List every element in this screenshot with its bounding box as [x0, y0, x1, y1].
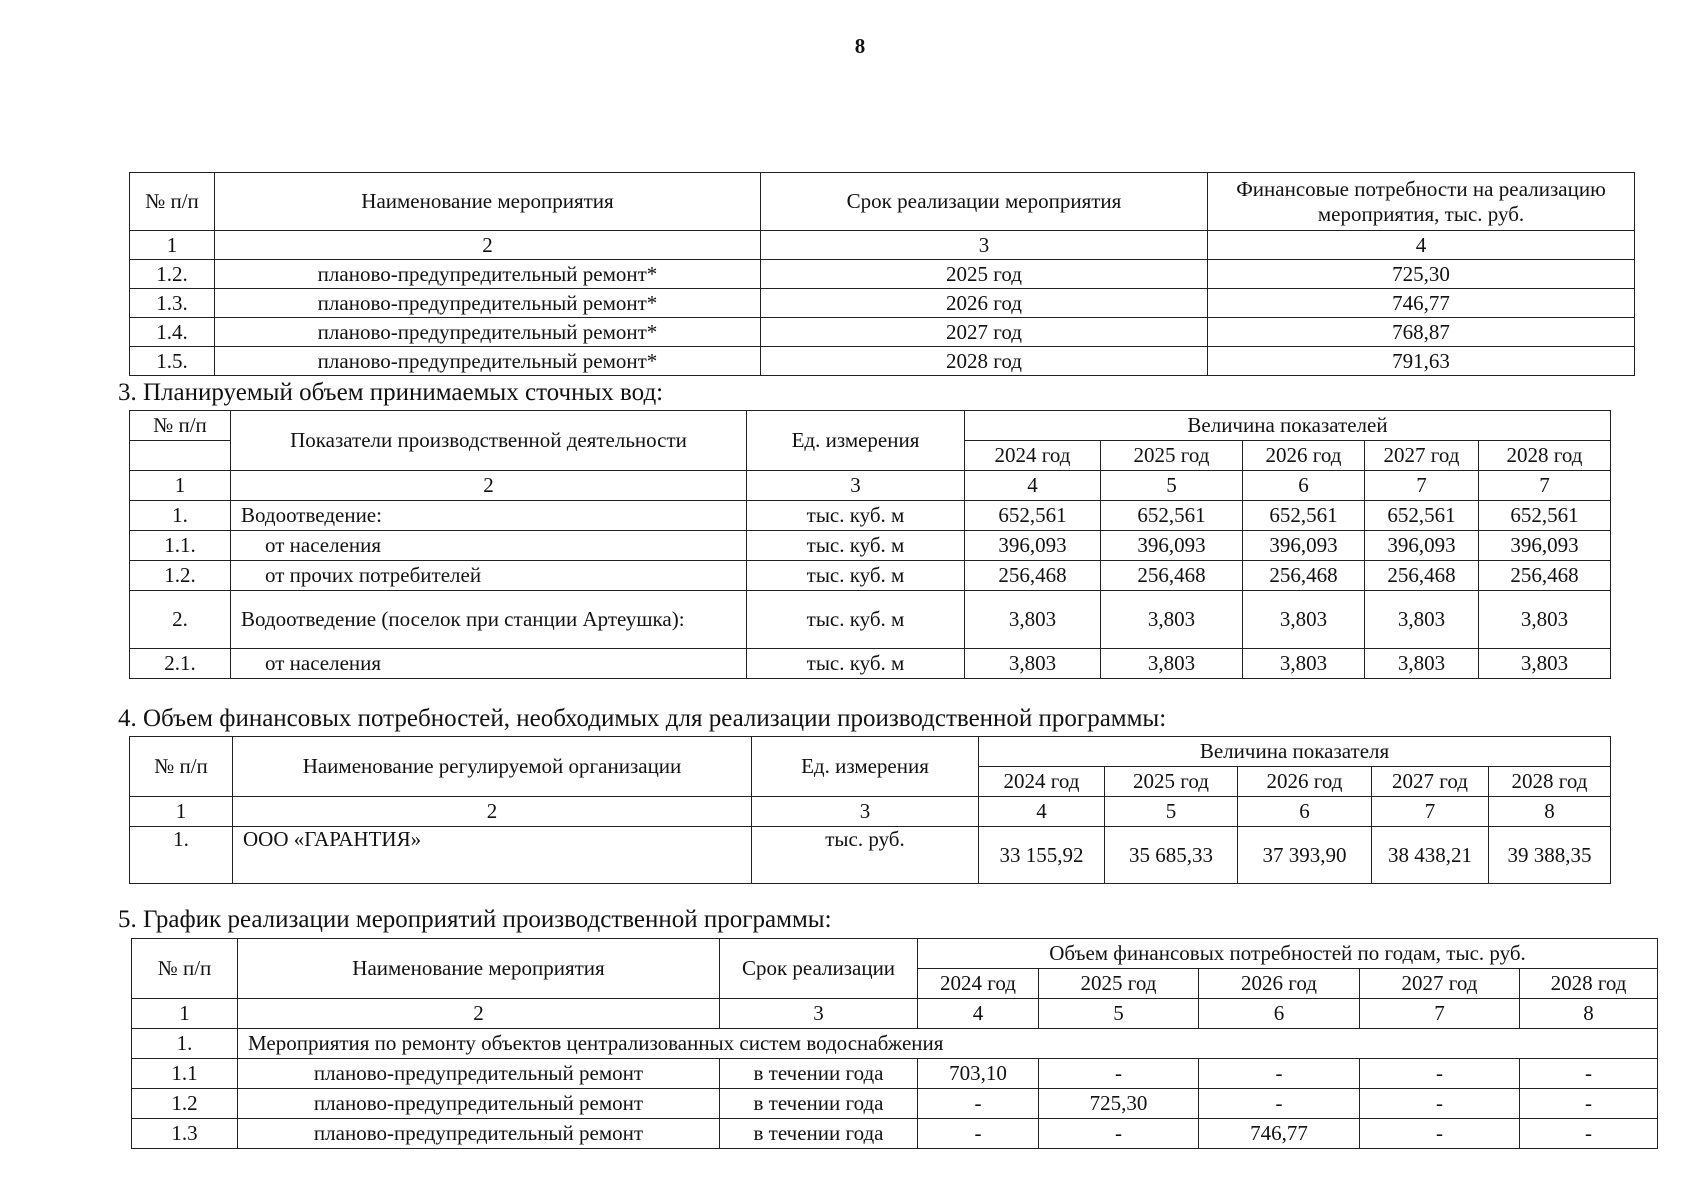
event-name: планово-предупредительный ремонт* [215, 260, 761, 289]
table-row [130, 531, 1611, 561]
value-cell: - [1360, 1059, 1520, 1089]
event-name: планово-предупредительный ремонт* [215, 289, 761, 318]
event-name: планово-предупредительный ремонт* [215, 347, 761, 376]
header-cell: Срок реализации [720, 939, 918, 999]
col-number: 5 [1105, 797, 1238, 827]
year-header: 2024 год [918, 969, 1039, 999]
row-number: 1.2. [130, 260, 215, 289]
value-cell: 3,803 [1479, 591, 1611, 649]
row-number: 1.2. [130, 561, 231, 591]
unit: тыс. куб. м [747, 591, 965, 649]
table-row [130, 561, 1611, 591]
indicator-name: от населения [231, 531, 747, 561]
header-cell: № п/п [130, 737, 233, 797]
col-number: 3 [747, 471, 965, 501]
value-cell: 396,093 [1479, 531, 1611, 561]
events-continuation-table [129, 172, 1635, 376]
event-cost: 768,87 [1208, 318, 1635, 347]
col-number: 7 [1479, 471, 1611, 501]
table-row [132, 1029, 1658, 1059]
table-row [130, 318, 1635, 347]
value-cell: - [918, 1089, 1039, 1119]
event-name: планово-предупредительный ремонт* [215, 318, 761, 347]
value-cell: 3,803 [1243, 591, 1365, 649]
value-cell: 652,561 [1243, 501, 1365, 531]
table-header-row [130, 737, 1611, 767]
row-number: 1.3 [132, 1119, 238, 1149]
row-number: 1.4. [130, 318, 215, 347]
unit: тыс. куб. м [747, 561, 965, 591]
event-name: планово-предупредительный ремонт [238, 1119, 720, 1149]
value-cell: 33 155,92 [979, 827, 1105, 884]
header-cell: № п/п [132, 939, 238, 999]
year-header: 2025 год [1105, 767, 1238, 797]
col-number: 2 [215, 231, 761, 260]
col-number: 7 [1360, 999, 1520, 1029]
header-group-cell: Величина показателя [979, 737, 1611, 767]
indicator-name: Водоотведение (поселок при станции Артеушка): [231, 591, 747, 649]
col-number: 5 [1039, 999, 1199, 1029]
year-header: 2028 год [1479, 441, 1611, 471]
value-cell: 396,093 [965, 531, 1101, 561]
table-row [130, 591, 1611, 649]
header-group-cell: Объем финансовых потребностей по годам, тыс. руб. [918, 939, 1658, 969]
value-cell: - [1039, 1119, 1199, 1149]
event-term: в течении года [720, 1059, 918, 1089]
value-cell: 3,803 [965, 649, 1101, 679]
header-cell: Показатели производственной деятельности [231, 411, 747, 471]
value-cell: 725,30 [1039, 1089, 1199, 1119]
section-5-title: 5. График реализации мероприятий производственной программы: [118, 906, 832, 933]
col-number: 8 [1489, 797, 1611, 827]
row-number: 1.3. [130, 289, 215, 318]
table-row [132, 1119, 1658, 1149]
event-term: 2026 год [761, 289, 1208, 318]
value-cell: 3,803 [1365, 591, 1479, 649]
indicator-name: Водоотведение: [231, 501, 747, 531]
value-cell: - [1199, 1089, 1360, 1119]
value-cell: 38 438,21 [1372, 827, 1489, 884]
year-header: 2028 год [1520, 969, 1658, 999]
event-term: 2025 год [761, 260, 1208, 289]
row-number: 1. [130, 501, 231, 531]
table-header-row [130, 173, 1635, 231]
year-header: 2026 год [1243, 441, 1365, 471]
value-cell: - [1360, 1089, 1520, 1119]
value-cell: 3,803 [1101, 649, 1243, 679]
unit: тыс. руб. [752, 827, 979, 884]
col-number: 4 [1208, 231, 1635, 260]
header-cell: Ед. измерения [747, 411, 965, 471]
header-cell-empty [130, 441, 231, 471]
value-cell: - [1520, 1089, 1658, 1119]
value-cell: 652,561 [1479, 501, 1611, 531]
table-row [132, 1059, 1658, 1089]
col-number: 2 [238, 999, 720, 1029]
header-cell: Наименование регулируемой организации [233, 737, 752, 797]
row-number: 2.1. [130, 649, 231, 679]
value-cell: - [918, 1119, 1039, 1149]
header-cell: № п/п [130, 173, 215, 231]
col-number: 8 [1520, 999, 1658, 1029]
value-cell: 3,803 [1101, 591, 1243, 649]
row-number: 2. [130, 591, 231, 649]
value-cell: 703,10 [918, 1059, 1039, 1089]
value-cell: 396,093 [1101, 531, 1243, 561]
value-cell: 396,093 [1243, 531, 1365, 561]
value-cell: 256,468 [1479, 561, 1611, 591]
page-number: 8 [854, 34, 866, 58]
table-row [130, 289, 1635, 318]
row-number: 1.1 [132, 1059, 238, 1089]
year-header: 2024 год [979, 767, 1105, 797]
table-row [130, 827, 1611, 884]
value-cell: 3,803 [965, 591, 1101, 649]
col-number: 5 [1101, 471, 1243, 501]
col-number: 4 [965, 471, 1101, 501]
event-name: планово-предупредительный ремонт [238, 1089, 720, 1119]
value-cell: 35 685,33 [1105, 827, 1238, 884]
value-cell: 652,561 [1101, 501, 1243, 531]
row-number: 1. [130, 827, 233, 884]
value-cell: 3,803 [1479, 649, 1611, 679]
column-number-row [130, 471, 1611, 501]
col-number: 4 [979, 797, 1105, 827]
table-header-row [132, 939, 1658, 969]
col-number: 2 [233, 797, 752, 827]
value-cell: 652,561 [965, 501, 1101, 531]
event-cost: 725,30 [1208, 260, 1635, 289]
col-number: 1 [132, 999, 238, 1029]
column-number-row [130, 797, 1611, 827]
wastewater-volume-table [129, 410, 1611, 679]
value-cell: 652,561 [1365, 501, 1479, 531]
year-header: 2028 год [1489, 767, 1611, 797]
col-number: 6 [1238, 797, 1372, 827]
value-cell: - [1039, 1059, 1199, 1089]
value-cell: 3,803 [1243, 649, 1365, 679]
table-row [130, 649, 1611, 679]
table-row [130, 501, 1611, 531]
event-term: в течении года [720, 1119, 918, 1149]
group-title: Мероприятия по ремонту объектов централизованных систем водоснабжения [238, 1029, 1658, 1059]
table-header-row [130, 411, 1611, 441]
indicator-name: от прочих потребителей [231, 561, 747, 591]
value-cell: 256,468 [965, 561, 1101, 591]
value-cell: 3,803 [1365, 649, 1479, 679]
year-header: 2025 год [1101, 441, 1243, 471]
value-cell: 256,468 [1365, 561, 1479, 591]
value-cell: 396,093 [1365, 531, 1479, 561]
event-name: планово-предупредительный ремонт [238, 1059, 720, 1089]
unit: тыс. куб. м [747, 501, 965, 531]
header-group-cell: Величина показателей [965, 411, 1611, 441]
col-number: 3 [720, 999, 918, 1029]
col-number: 1 [130, 231, 215, 260]
col-number: 4 [918, 999, 1039, 1029]
year-header: 2027 год [1360, 969, 1520, 999]
year-header: 2024 год [965, 441, 1101, 471]
header-cell: Срок реализации мероприятия [761, 173, 1208, 231]
header-cell: Наименование мероприятия [215, 173, 761, 231]
col-number: 7 [1372, 797, 1489, 827]
col-number: 6 [1199, 999, 1360, 1029]
year-header: 2026 год [1199, 969, 1360, 999]
row-number: 1. [132, 1029, 238, 1059]
row-number: 1.1. [130, 531, 231, 561]
event-cost: 746,77 [1208, 289, 1635, 318]
col-number: 2 [231, 471, 747, 501]
table-row [130, 260, 1635, 289]
value-cell: 37 393,90 [1238, 827, 1372, 884]
section-3-title: 3. Планируемый объем принимаемых сточных вод: [118, 379, 664, 406]
header-cell: Финансовые потребности на реализацию мероприятия, тыс. руб. [1208, 173, 1635, 231]
event-term: в течении года [720, 1089, 918, 1119]
row-number: 1.5. [130, 347, 215, 376]
indicator-name: от населения [231, 649, 747, 679]
table-row [132, 1089, 1658, 1119]
unit: тыс. куб. м [747, 649, 965, 679]
col-number: 3 [752, 797, 979, 827]
header-cell: Наименование мероприятия [238, 939, 720, 999]
year-header: 2025 год [1039, 969, 1199, 999]
col-number: 1 [130, 797, 233, 827]
event-term: 2028 год [761, 347, 1208, 376]
value-cell: 256,468 [1101, 561, 1243, 591]
col-number: 3 [761, 231, 1208, 260]
header-cell: Ед. измерения [752, 737, 979, 797]
event-term: 2027 год [761, 318, 1208, 347]
row-number: 1.2 [132, 1089, 238, 1119]
column-number-row [132, 999, 1658, 1029]
table-row [130, 347, 1635, 376]
value-cell: 256,468 [1243, 561, 1365, 591]
value-cell: - [1520, 1119, 1658, 1149]
organization-name: ООО «ГАРАНТИЯ» [233, 827, 752, 884]
value-cell: - [1520, 1059, 1658, 1089]
column-number-row [130, 231, 1635, 260]
financial-needs-table [129, 736, 1611, 884]
value-cell: - [1199, 1059, 1360, 1089]
section-4-title: 4. Объем финансовых потребностей, необходимых для реализации производственной программы: [118, 705, 1167, 732]
year-header: 2027 год [1372, 767, 1489, 797]
year-header: 2026 год [1238, 767, 1372, 797]
col-number: 7 [1365, 471, 1479, 501]
event-cost: 791,63 [1208, 347, 1635, 376]
col-number: 6 [1243, 471, 1365, 501]
value-cell: 746,77 [1199, 1119, 1360, 1149]
col-number: 1 [130, 471, 231, 501]
header-cell: № п/п [130, 411, 231, 441]
unit: тыс. куб. м [747, 531, 965, 561]
value-cell: - [1360, 1119, 1520, 1149]
value-cell: 39 388,35 [1489, 827, 1611, 884]
schedule-table [131, 938, 1658, 1149]
year-header: 2027 год [1365, 441, 1479, 471]
